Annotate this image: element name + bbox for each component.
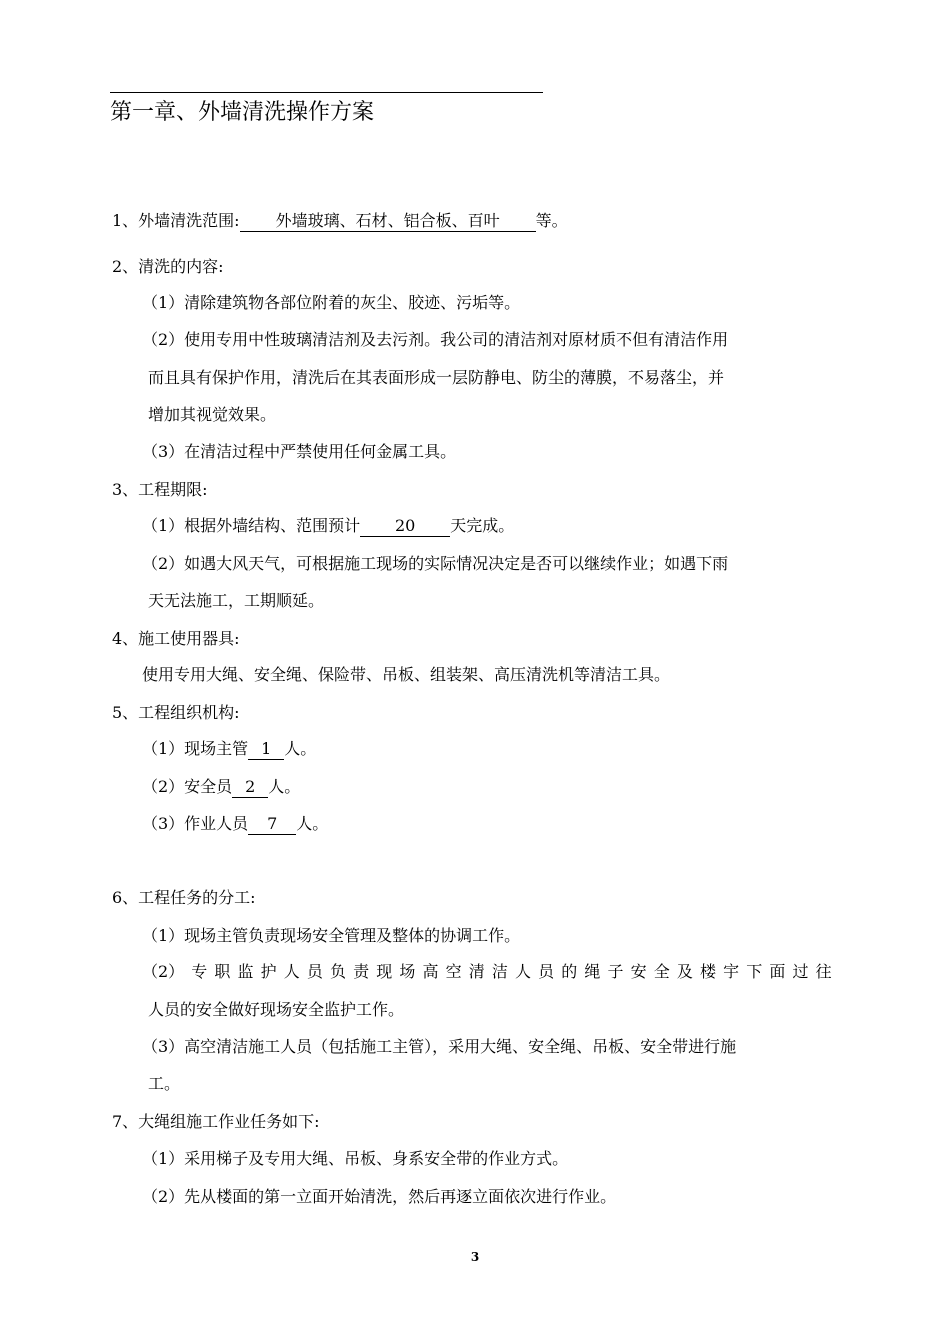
justified-char: 往 [815, 962, 832, 981]
section-2-item-2-line-3: 增加其视觉效果。 [148, 405, 277, 424]
justified-char: 高 [422, 962, 439, 981]
justified-char: 护 [260, 962, 277, 981]
section-5-item-3: （3）作业人员 7 人。 [142, 814, 329, 833]
section-3-item-2-line-1: （2）如遇大风天气，可根据施工现场的实际情况决定是否可以继续作业；如遇下雨 [142, 554, 729, 573]
justified-char: （2） [142, 962, 185, 981]
section-2-heading: 2、清洗的内容: [112, 257, 224, 276]
section-4-text: 使用专用大绳、安全绳、保险带、吊板、组装架、高压清洗机等清洁工具。 [142, 665, 671, 684]
justified-char: 负 [330, 962, 347, 981]
section-2-item-1: （1）清除建筑物各部位附着的灰尘、胶迹、污垢等。 [142, 293, 521, 312]
safety-officer-count: 2 [232, 777, 268, 798]
justified-char: 员 [538, 962, 555, 981]
scope-fill: 外墙玻璃、石材、铝合板、百叶 [240, 211, 536, 232]
justified-char: 空 [445, 962, 462, 981]
justified-char: 洁 [491, 962, 508, 981]
section-1-scope: 1、外墙清洗范围: 外墙玻璃、石材、铝合板、百叶 等。 [112, 211, 568, 230]
page-title: 第一章、外墙清洗操作方案 [110, 100, 375, 125]
justified-char: 人 [515, 962, 532, 981]
days-fill: 20 [360, 516, 450, 537]
justified-char: 下 [746, 962, 763, 981]
section-3-heading: 3、工程期限: [112, 480, 208, 499]
section-5-heading: 5、工程组织机构: [112, 703, 240, 722]
justified-char: 清 [468, 962, 485, 981]
section-2-item-3: （3）在清洁过程中严禁使用任何金属工具。 [142, 442, 457, 461]
section-2-item-2-line-2: 而且具有保护作用，清洗后在其表面形成一层防静电、防尘的薄膜，不易落尘，并 [148, 368, 725, 387]
justified-char: 子 [607, 962, 624, 981]
justified-char: 监 [237, 962, 254, 981]
justified-char: 及 [676, 962, 693, 981]
justified-char: 责 [353, 962, 370, 981]
justified-char: 过 [792, 962, 809, 981]
section-6-item-3-line-1: （3）高空清洁施工人员（包括施工主管），采用大绳、安全绳、吊板、安全带进行施 [142, 1037, 737, 1056]
justified-char: 面 [769, 962, 786, 981]
section-2-item-2-line-1: （2）使用专用中性玻璃清洁剂及去污剂。我公司的清洁剂对原材质不但有清洁作用 [142, 330, 729, 349]
section-6-item-2-line-1 [142, 960, 832, 984]
justified-char: 人 [283, 962, 300, 981]
section-6-item-3-line-2: 工。 [148, 1074, 181, 1093]
section-6-item-2-line-2: 人员的安全做好现场安全监护工作。 [148, 1000, 405, 1019]
justified-char: 员 [306, 962, 323, 981]
page-number: 3 [470, 1250, 480, 1264]
section-7-item-2: （2）先从楼面的第一立面开始清洗，然后再逐立面依次进行作业。 [142, 1187, 617, 1206]
section-6-heading: 6、工程任务的分工: [112, 888, 256, 907]
justified-char: 楼 [700, 962, 717, 981]
section-7-item-1: （1）采用梯子及专用大绳、吊板、身系安全带的作业方式。 [142, 1149, 569, 1168]
manager-count: 1 [248, 739, 284, 760]
section-4-heading: 4、施工使用器具: [112, 629, 240, 648]
section-3-item-2-line-2: 天无法施工，工期顺延。 [148, 591, 325, 610]
section-5-item-2: （2）安全员 2 人。 [142, 777, 301, 796]
section-3-item-1: （1）根据外墙结构、范围预计 20 天完成。 [142, 516, 515, 535]
title-rule [110, 92, 543, 93]
justified-char: 安 [630, 962, 647, 981]
justified-char: 的 [561, 962, 578, 981]
justified-char: 现 [376, 962, 393, 981]
justified-char: 宇 [723, 962, 740, 981]
justified-char: 绳 [584, 962, 601, 981]
section-7-heading: 7、大绳组施工作业任务如下: [112, 1112, 320, 1131]
section-5-item-1: （1）现场主管 1 人。 [142, 739, 317, 758]
justified-char: 全 [653, 962, 670, 981]
worker-count: 7 [248, 814, 296, 835]
justified-char: 职 [214, 962, 231, 981]
justified-char: 专 [191, 962, 208, 981]
justified-char: 场 [399, 962, 416, 981]
section-6-item-1: （1）现场主管负责现场安全管理及整体的协调工作。 [142, 926, 521, 945]
